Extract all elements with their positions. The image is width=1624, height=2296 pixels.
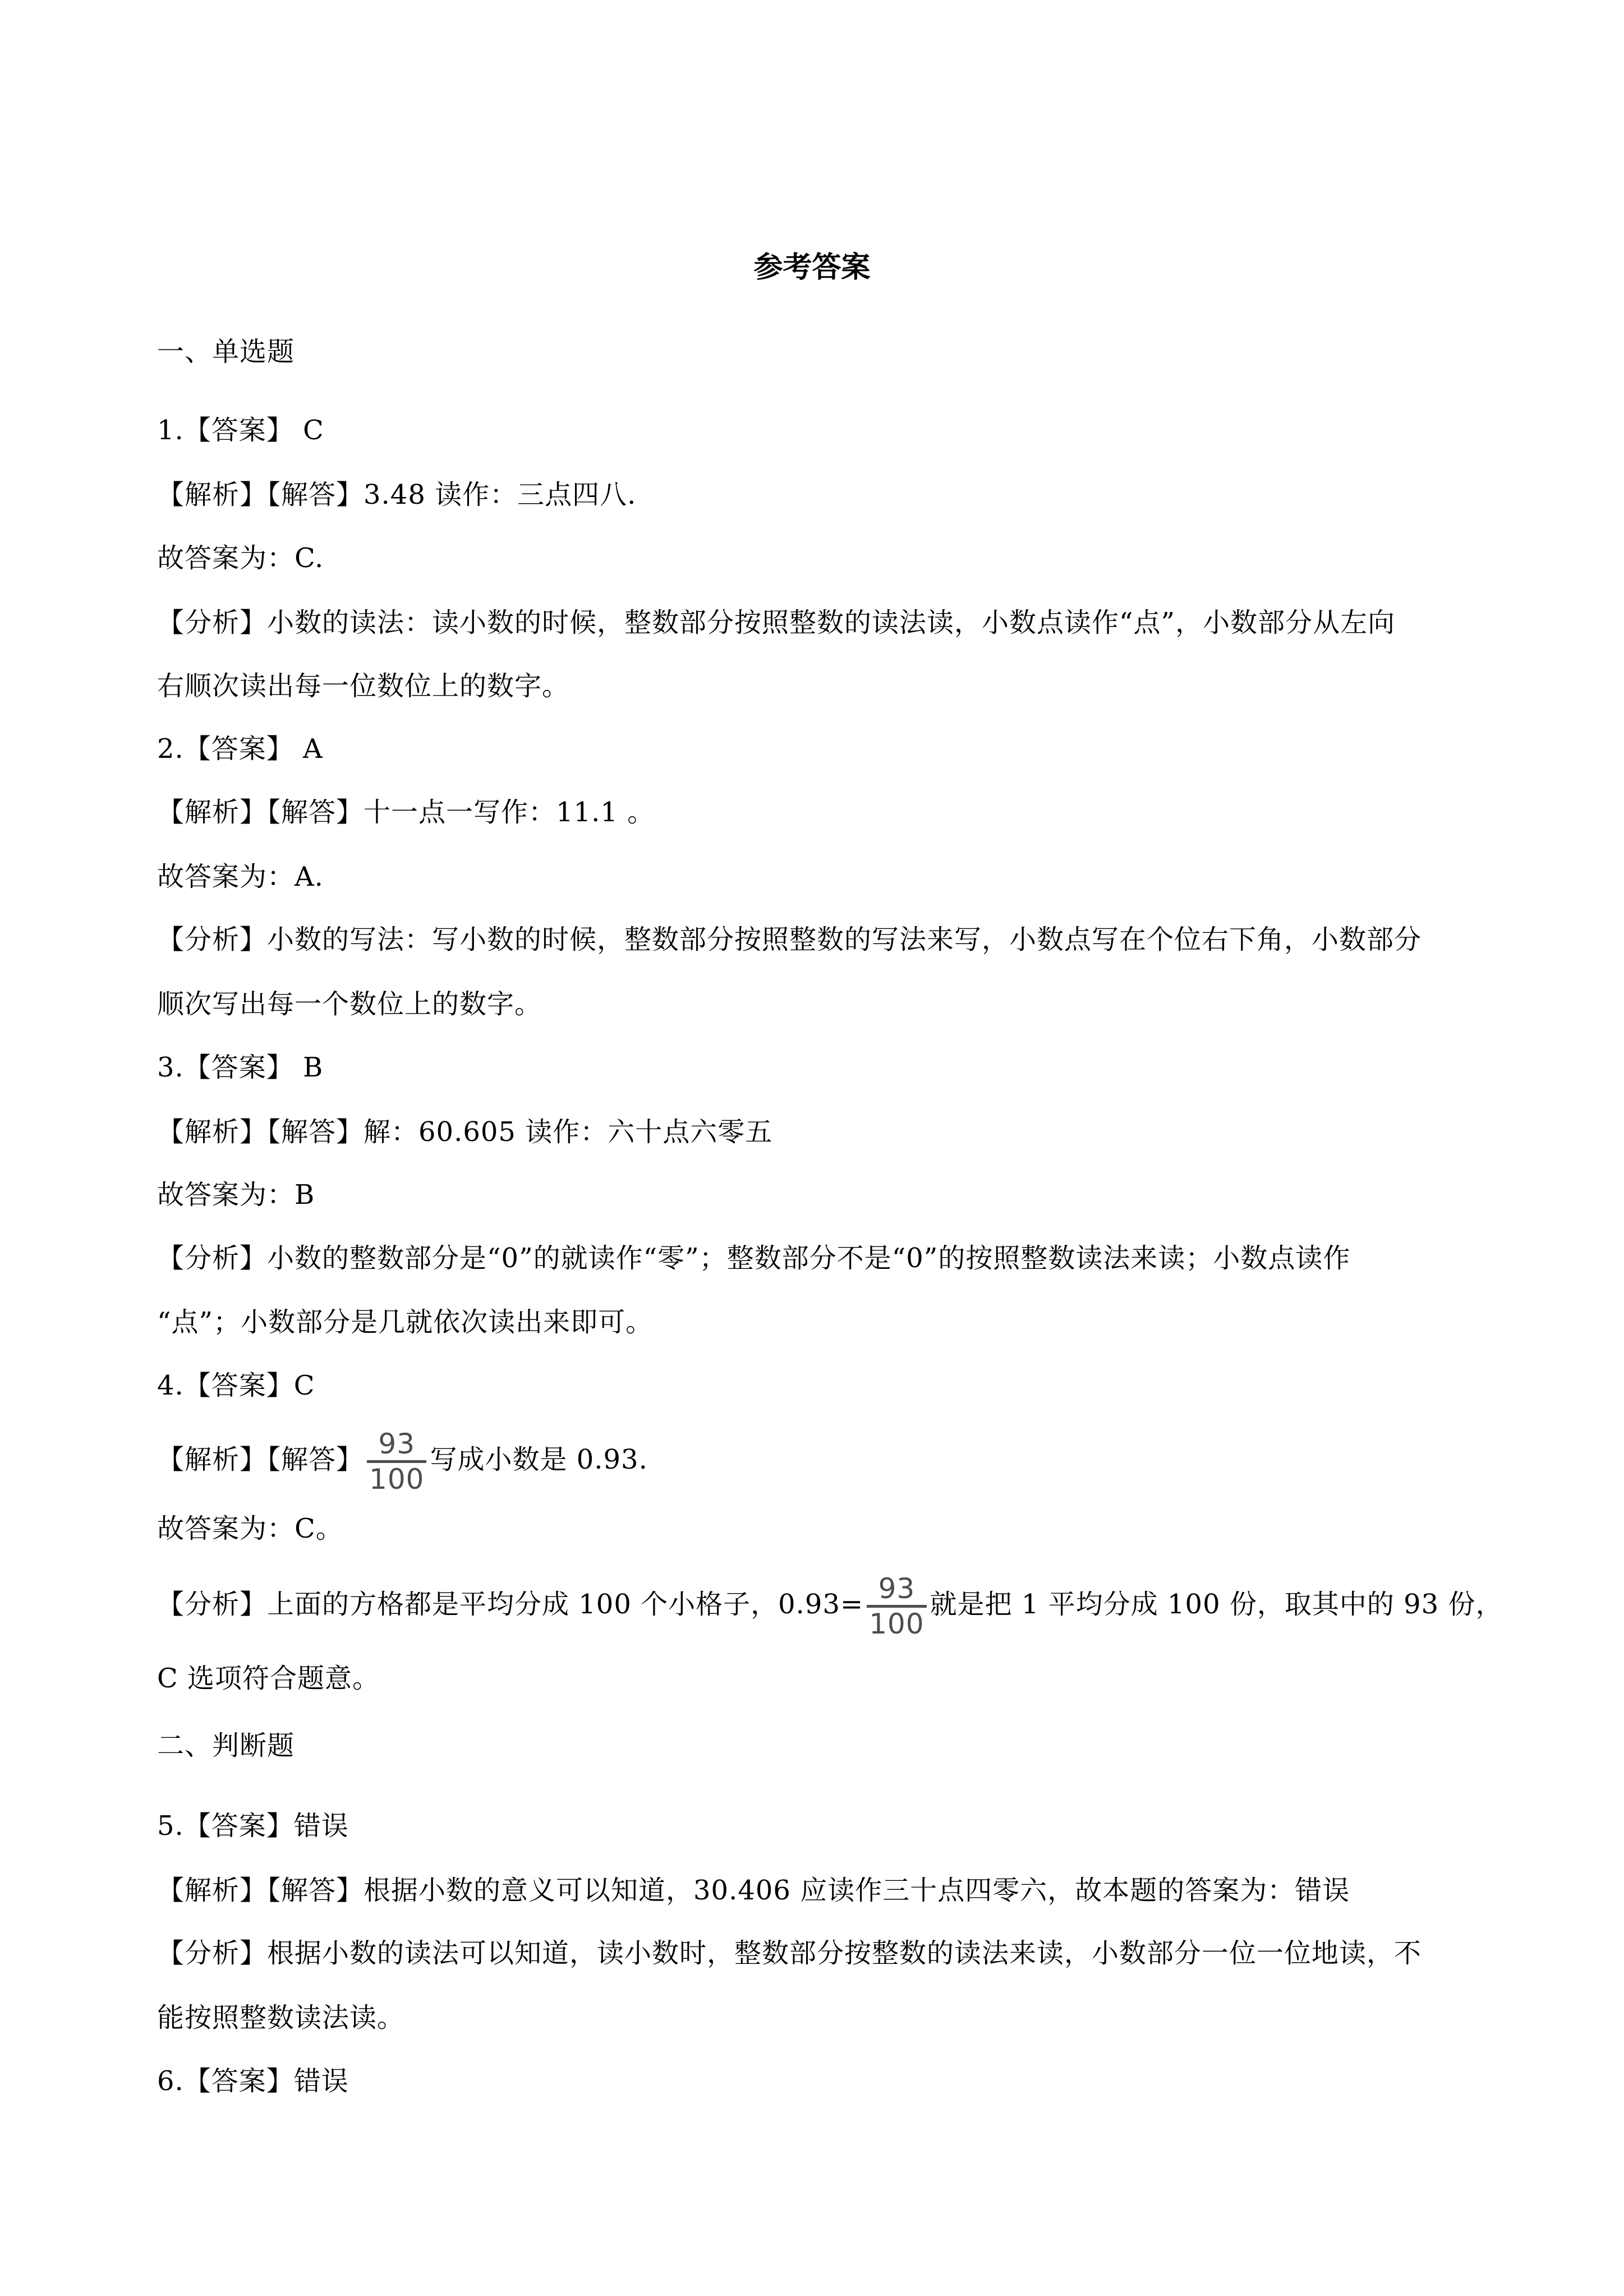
q4-analysis-suffix: 就是把 1 平均分成 100 份，取其中的 93 份， (930, 1589, 1503, 1620)
q3-explanation: 【解析】【解答】解：60.605 读作：六十点六零五 (157, 1116, 773, 1148)
q1-analysis-line1: 【分析】小数的读法：读小数的时候，整数部分按照整数的读法读，小数点读作“点”，小数部分从左向 (157, 607, 1396, 638)
q2-analysis-line1: 【分析】小数的写法：写小数的时候，整数部分按照整数的写法来写，小数点写在个位右下角，小数部分 (157, 924, 1422, 955)
q4-analysis-line2: C 选项符合题意。 (157, 1663, 380, 1694)
q5-analysis-line1: 【分析】根据小数的读法可以知道，读小数时，整数部分按整数的读法来读，小数部分一位一位地读，不 (157, 1938, 1422, 1969)
q2-explanation: 【解析】【解答】十一点一写作：11.1 。 (157, 797, 655, 828)
fraction-numerator: 93 (878, 1572, 915, 1605)
q1-answer: 1.【答案】 C (157, 415, 324, 446)
q2-analysis-line2: 顺次写出每一个数位上的数字。 (157, 988, 542, 1020)
section-heading-true-false: 二、判断题 (157, 1730, 295, 1761)
q5-explanation: 【解析】【解答】根据小数的意义可以知道，30.406 应读作三十点四零六，故本题的答案为：错误 (157, 1875, 1350, 1906)
q5-analysis-line2: 能按照整数读法读。 (157, 2002, 405, 2033)
q3-answer: 3.【答案】 B (157, 1052, 324, 1083)
q6-answer: 6.【答案】错误 (157, 2065, 349, 2097)
fraction-93-100 (367, 1428, 426, 1496)
q4-explanation (157, 1426, 648, 1496)
section-heading-single-choice: 一、单选题 (157, 336, 295, 367)
fraction-numerator: 93 (378, 1428, 416, 1460)
q2-answer: 2.【答案】 A (157, 733, 323, 765)
fraction-denominator: 100 (869, 1608, 924, 1640)
q4-analysis-prefix: 【分析】上面的方格都是平均分成 100 个小格子，0.93= (157, 1589, 864, 1620)
q3-analysis-line2: “点”；小数部分是几就依次读出来即可。 (157, 1306, 654, 1338)
q1-conclusion: 故答案为：C. (157, 542, 324, 574)
q5-answer: 5.【答案】错误 (157, 1810, 349, 1842)
q3-analysis-line1: 【分析】小数的整数部分是“0”的就读作“零”；整数部分不是“0”的按照整数读法来读；小数点读作 (157, 1243, 1351, 1274)
q4-explanation-prefix: 【解析】【解答】 (157, 1444, 364, 1475)
q3-conclusion: 故答案为：B (157, 1179, 315, 1211)
q4-analysis-line1 (157, 1571, 1503, 1638)
q1-explanation: 【解析】【解答】3.48 读作：三点四八. (157, 479, 637, 510)
page-title: 参考答案 (753, 250, 871, 284)
q4-conclusion: 故答案为：C。 (157, 1513, 343, 1544)
fraction-denominator: 100 (369, 1463, 425, 1496)
q4-explanation-suffix: 写成小数是 0.93. (430, 1444, 648, 1475)
q4-answer: 4.【答案】C (157, 1370, 315, 1401)
q2-conclusion: 故答案为：A. (157, 861, 324, 892)
q1-analysis-line2: 右顺次读出每一位数位上的数字。 (157, 670, 570, 702)
fraction-93-100-analysis (867, 1572, 926, 1640)
